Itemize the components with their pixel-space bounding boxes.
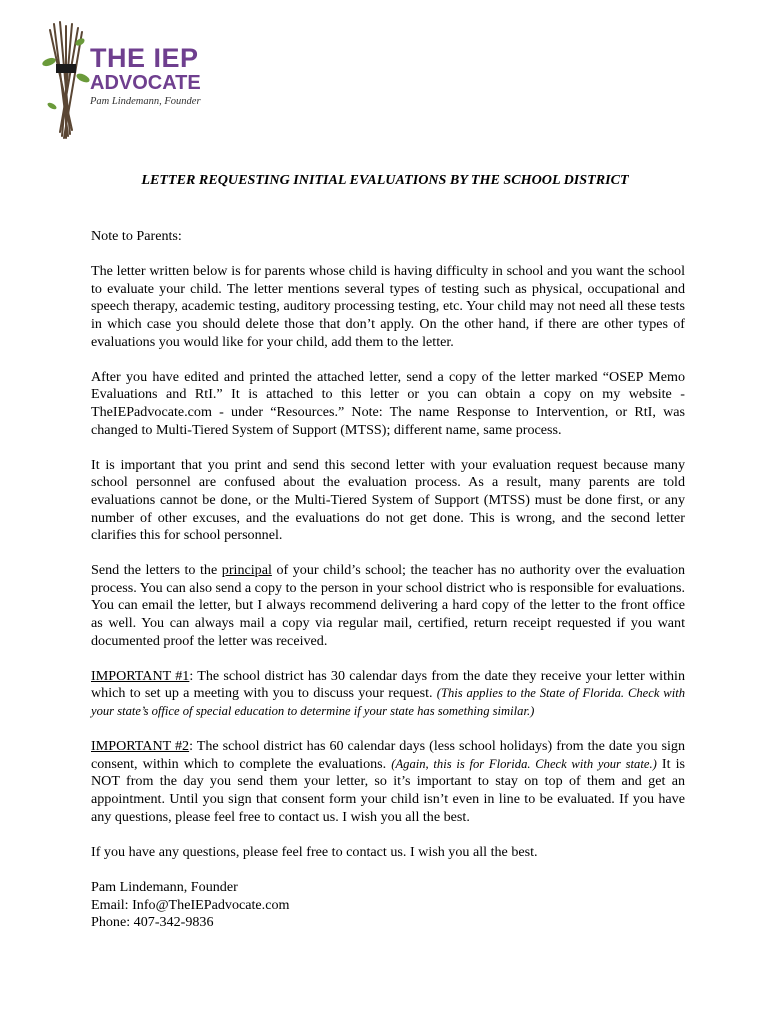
important-1-label: IMPORTANT #1 — [91, 667, 190, 684]
logo-line2: ADVOCATE — [90, 72, 201, 94]
logo-text — [90, 44, 201, 107]
signature-email: Email: Info@TheIEPadvocate.com — [91, 896, 290, 913]
paragraph-importance: It is important that you print and send this second letter with your evaluation request because many school personnel are confused about the evaluation process. As a result, many parents are told evaluations cannot be done, or the Multi-Tiered System of Support (MTSS) must be done first, or any number of other excuses, and the evaluations do not get done. This is wrong, and the second letter clarifies this for school personnel. — [91, 456, 685, 544]
important-2 — [91, 738, 685, 826]
important-2-after: It is NOT from the day you send them your letter, so it’s important to stay on top of them and get an appointment. Until you sign that consent form your child isn’t even in line to be evaluated. If you have any questions, please feel free to contact us. I wish you all the best. — [91, 755, 686, 825]
important-1-text: : The school district has 30 calendar days from the date they receive your letter within which to set up a meeting with you to discuss your request. — [91, 667, 685, 702]
logo-subtitle: Pam Lindemann, Founder — [90, 96, 201, 107]
logo-line1: THE IEP — [90, 43, 199, 73]
para4-after: of your child’s school; the teacher has no authority over the evaluation process. You can also send a copy to the person in your school district who is responsible for evaluations. You can email the letter, but I always recommend delivering a hard copy of the letter to the front office as well. You can always mail a copy via regular mail, certified, return receipt requested if you want documented proof the letter was received. — [91, 562, 686, 649]
signature-phone: Phone: 407-342-9836 — [91, 914, 214, 931]
paragraph-osep-memo: After you have edited and printed the attached letter, send a copy of the letter marked “OSEP Memo Evaluations and RtI.” It is attached to this letter or you can obtain a copy on my website - TheIEPadvocate.com - under “Resources.” Note: The name Response to Intervention, or RtI, was changed to Multi-Tiered System of Support (MTSS); different name, same process. — [91, 368, 685, 438]
document-title: LETTER REQUESTING INITIAL EVALUATIONS BY THE SCHOOL DISTRICT — [141, 172, 629, 188]
important-1-note: (This applies to the State of Florida. Check with your state’s office of special education to determine if your state has something similar.) — [91, 686, 685, 719]
document-body — [91, 228, 685, 932]
greeting: Note to Parents: — [91, 228, 182, 244]
important-1 — [91, 668, 685, 721]
important-2-note: (Again, this is for Florida. Check with your state.) — [391, 756, 657, 771]
important-2-text: : The school district has 60 calendar days (less school holidays) from the date you sign consent, within which to complete the evaluations. — [91, 738, 685, 772]
important-2-label: IMPORTANT #2 — [91, 738, 190, 755]
logo — [40, 18, 260, 143]
paragraph-intro: The letter written below is for parents whose child is having difficulty in school and you want the school to evaluate your child. The letter mentions several types of testing such as physical, occupational and speech therapy, academic testing, auditory processing testing, etc. Your child may not need all these tests in which case you should delete those that don’t apply. On the other hand, if there are other types of evaluations you would like for your child, add them to the letter. — [91, 263, 685, 350]
closing: If you have any questions, please feel free to contact us. I wish you all the best. — [91, 843, 538, 860]
para4-before: Send the letters to the — [91, 562, 222, 579]
principal-underlined: principal — [221, 562, 272, 579]
signature-block — [91, 879, 685, 932]
paragraph-send-letters — [91, 562, 685, 650]
signature-name: Pam Lindemann, Founder — [91, 878, 238, 895]
